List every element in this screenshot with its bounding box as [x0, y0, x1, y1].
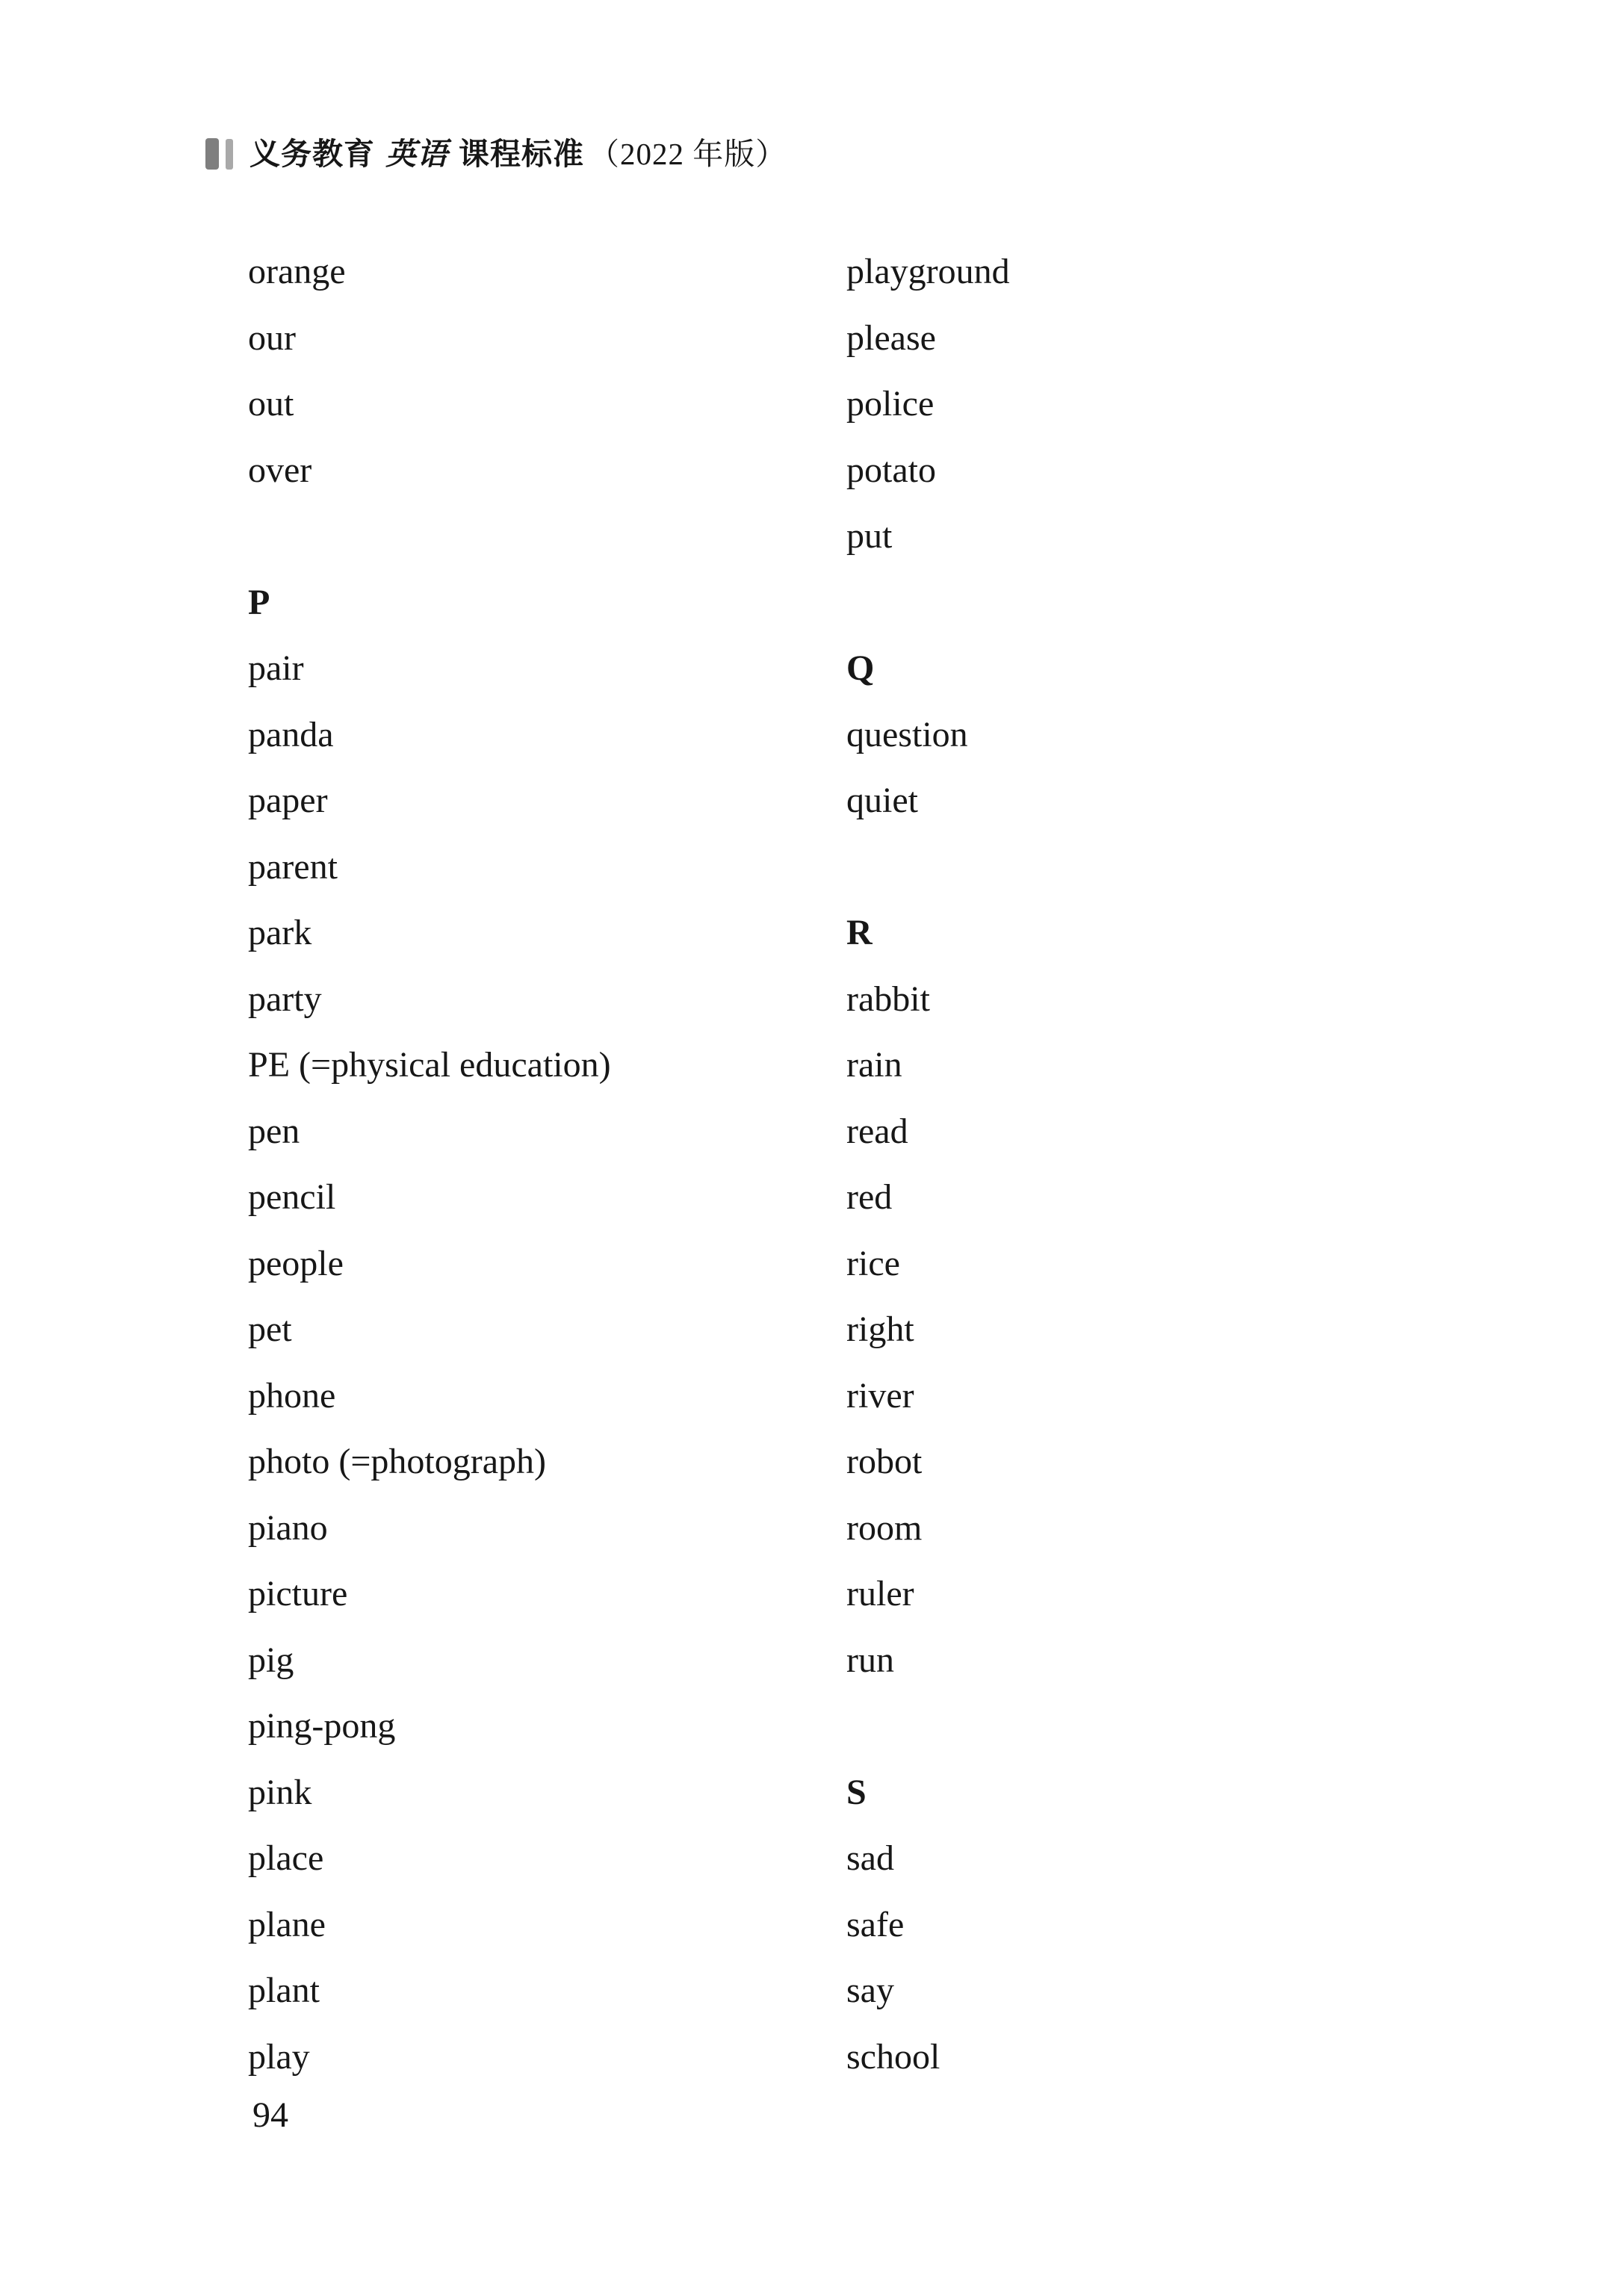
- word-item: PE (=physical education): [248, 1045, 611, 1085]
- word-item: sad: [846, 1838, 894, 1878]
- word-item: police: [846, 384, 935, 424]
- header-series-title: 义务教育: [250, 137, 375, 171]
- word-item: run: [846, 1640, 894, 1680]
- word-item: photo (=photograph): [248, 1442, 546, 1481]
- word-column-right: [846, 239, 1010, 2090]
- header-edition: （2022 年版）: [589, 137, 787, 171]
- blank-row: [846, 570, 1010, 636]
- section-letter: Q: [846, 648, 875, 688]
- word-item: place: [248, 1838, 324, 1878]
- word-item: please: [846, 317, 936, 358]
- word-item: pet: [248, 1309, 292, 1349]
- word-item: rice: [846, 1243, 900, 1283]
- word-item: orange: [248, 252, 346, 291]
- word-item: school: [846, 2036, 940, 2077]
- word-item: robot: [846, 1442, 923, 1481]
- word-item: safe: [846, 1904, 905, 1944]
- word-item: parent: [248, 846, 338, 887]
- word-item: plant: [248, 1971, 320, 2010]
- word-item: our: [248, 317, 296, 358]
- word-item: pig: [248, 1640, 294, 1680]
- word-item: ruler: [846, 1574, 914, 1613]
- word-item: plane: [248, 1904, 326, 1944]
- word-item: phone: [248, 1375, 336, 1416]
- word-item: party: [248, 979, 322, 1019]
- word-item: say: [846, 1971, 894, 2010]
- word-item: read: [846, 1111, 908, 1151]
- word-item: put: [846, 516, 893, 556]
- blank-row: [846, 1693, 1010, 1760]
- word-item: quiet: [846, 781, 918, 820]
- word-item: red: [846, 1177, 893, 1217]
- header-standard-label: 课程标准: [459, 137, 584, 171]
- section-letter: R: [846, 913, 873, 952]
- word-item: ping-pong: [248, 1706, 396, 1746]
- word-item: room: [846, 1507, 923, 1548]
- word-item: pencil: [248, 1177, 336, 1217]
- word-item: rabbit: [846, 979, 930, 1019]
- blank-row: [846, 834, 1010, 901]
- word-item: over: [248, 450, 312, 490]
- section-letter: P: [248, 582, 270, 622]
- header-title: [250, 137, 787, 171]
- word-item: pair: [248, 648, 304, 688]
- word-item: panda: [248, 714, 334, 754]
- word-item: potato: [846, 450, 936, 490]
- word-item: rain: [846, 1045, 902, 1085]
- word-item: out: [248, 384, 294, 424]
- word-item: piano: [248, 1507, 328, 1548]
- header-bar-light-icon: [226, 139, 233, 170]
- page-header: [205, 137, 787, 171]
- word-item: people: [248, 1243, 344, 1283]
- word-item: play: [248, 2036, 310, 2077]
- page-number: 94: [252, 2095, 288, 2135]
- word-item: right: [846, 1309, 914, 1349]
- word-item: paper: [248, 781, 328, 820]
- word-item: pink: [248, 1772, 312, 1812]
- word-item: question: [846, 714, 968, 754]
- header-subject: 英语: [385, 137, 448, 171]
- word-item: park: [248, 913, 312, 952]
- word-item: river: [846, 1375, 914, 1416]
- section-letter: S: [846, 1772, 867, 1812]
- word-item: picture: [248, 1574, 348, 1613]
- word-item: pen: [248, 1111, 300, 1151]
- blank-row: [248, 503, 611, 570]
- word-item: playground: [846, 252, 1010, 291]
- header-bar-dark-icon: [205, 138, 219, 170]
- word-column-left: [248, 239, 611, 2090]
